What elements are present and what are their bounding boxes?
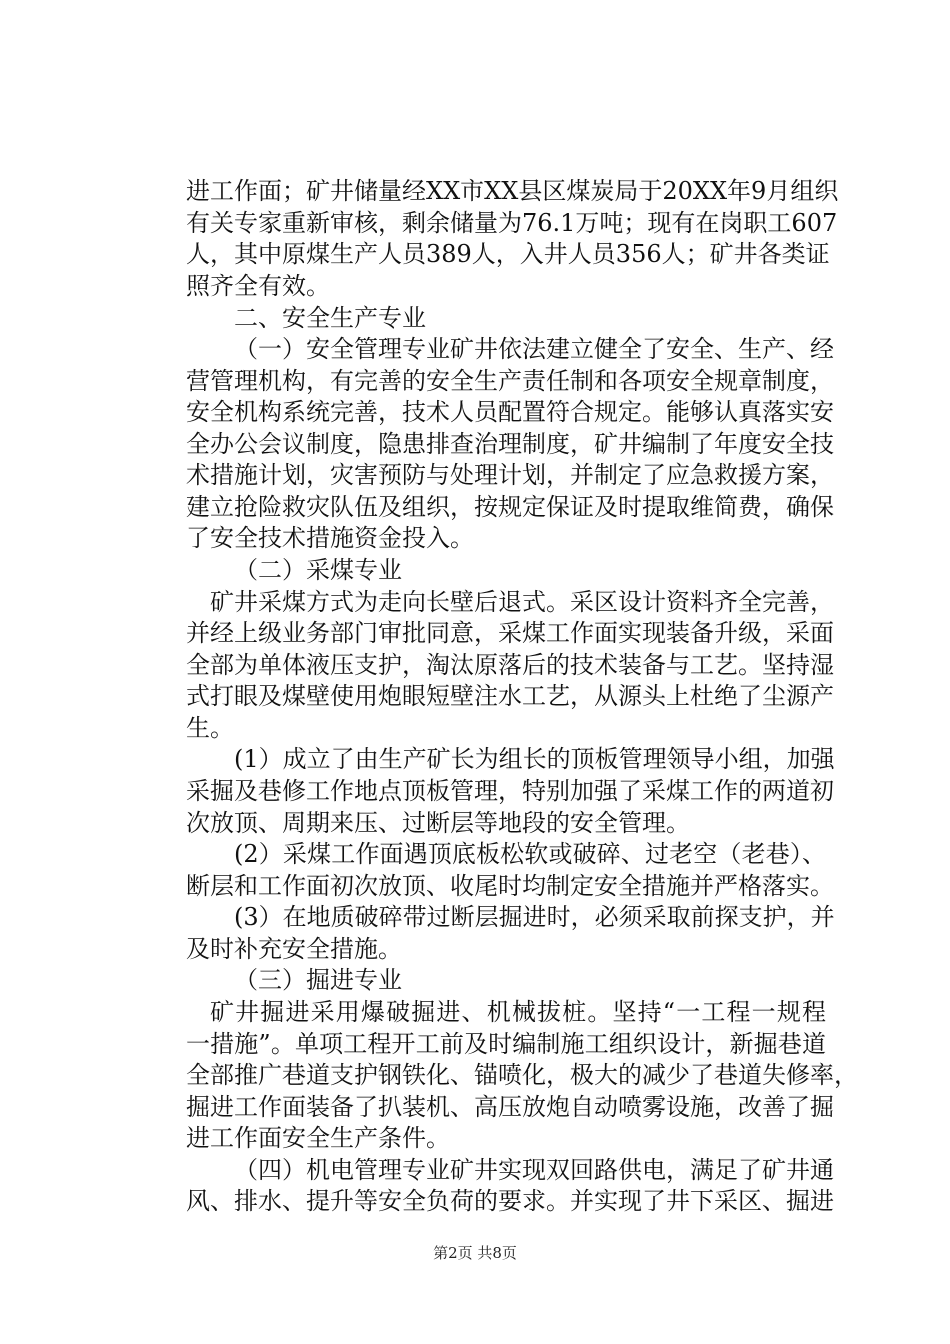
body-text-line: 式打眼及煤壁使用炮眼短壁注水工艺，从源头上杜绝了尘源产 (186, 682, 834, 710)
body-text-line: 有关专家重新审核，剩余储量为76.1万吨；现有在岗职工607 (186, 209, 838, 237)
body-text-line: 风、排水、提升等安全负荷的要求。并实现了井下采区、掘进 (186, 1187, 834, 1215)
body-text-line: 全部为单体液压支护，淘汰原落后的技术装备与工艺。坚持湿 (186, 651, 834, 679)
section-heading: 二、安全生产专业 (234, 304, 426, 332)
body-text-line: 术措施计划，灾害预防与处理计划，并制定了应急救援方案， (186, 461, 834, 489)
body-text-line: (2）采煤工作面遇顶底板松软或破碎、过老空（老巷）、 (234, 840, 826, 868)
body-text-line: 建立抢险救灾队伍及组织，按规定保证及时提取维简费，确保 (186, 493, 834, 521)
body-text-line: 矿井掘进采用爆破掘进、机械拔桩。坚持“一工程一规程 (210, 998, 826, 1026)
subsection-heading: （二）采煤专业 (234, 556, 402, 584)
body-text-line: (1）成立了由生产矿长为组长的顶板管理领导小组，加强 (234, 745, 835, 773)
body-text-line: 矿井采煤方式为走向长壁后退式。采区设计资料齐全完善， (210, 588, 834, 616)
body-text-line: （一）安全管理专业矿井依法建立健全了安全、生产、经 (234, 335, 834, 363)
page-footer: 第2页 共8页 (433, 1244, 517, 1262)
body-text-line: 全办公会议制度，隐患排查治理制度，矿井编制了年度安全技 (186, 430, 834, 458)
body-text-line: 了安全技术措施资金投入。 (186, 524, 474, 552)
body-text-line: 营管理机构，有完善的安全生产责任制和各项安全规章制度， (186, 367, 834, 395)
body-text-line: 生。 (186, 714, 234, 742)
body-text-line: 照齐全有效。 (186, 272, 330, 300)
body-text-line: （四）机电管理专业矿井实现双回路供电，满足了矿井通 (234, 1156, 834, 1184)
body-text-line: 次放顶、周期来压、过断层等地段的安全管理。 (186, 809, 690, 837)
body-text-line: 进工作面安全生产条件。 (186, 1124, 450, 1152)
body-text-line: 人，其中原煤生产人员389人，入井人员356人；矿井各类证 (186, 240, 830, 268)
body-text-line: 掘进工作面装备了扒装机、高压放炮自动喷雾设施，改善了掘 (186, 1093, 834, 1121)
body-text-line: 并经上级业务部门审批同意，采煤工作面实现装备升级，采面 (186, 619, 834, 647)
subsection-heading: （三）掘进专业 (234, 966, 402, 994)
body-text-line: 进工作面；矿井储量经XX市XX县区煤炭局于20XX年9月组织 (186, 177, 839, 205)
body-text-line: 一措施”。单项工程开工前及时编制施工组织设计，新掘巷道 (186, 1030, 826, 1058)
body-text-line: 全部推广巷道支护钢铁化、锚喷化，极大的减少了巷道失修率， (186, 1061, 858, 1089)
body-text-line: 采掘及巷修工作地点顶板管理，特别加强了采煤工作的两道初 (186, 777, 834, 805)
body-text-line: 及时补充安全措施。 (186, 935, 402, 963)
body-text-line: (3）在地质破碎带过断层掘进时，必须采取前探支护，并 (234, 903, 835, 931)
body-text-line: 断层和工作面初次放顶、收尾时均制定安全措施并严格落实。 (186, 872, 834, 900)
body-text-line: 安全机构系统完善，技术人员配置符合规定。能够认真落实安 (186, 398, 834, 426)
